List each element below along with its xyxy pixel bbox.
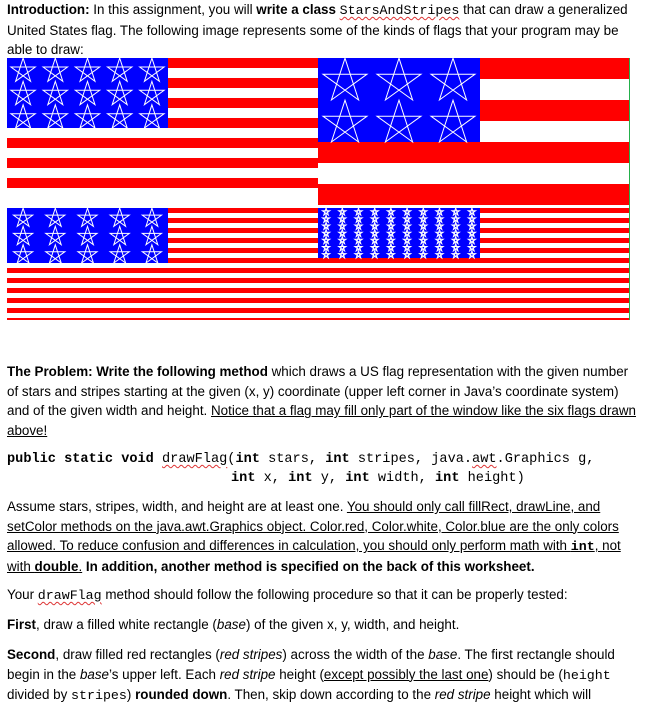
sig-paren: ( [227, 452, 236, 467]
second-text-10: height which will [490, 687, 592, 703]
assume-text-5: In addition, another method is specified on the back of this worksheet. [82, 558, 535, 574]
sig-width: width, [369, 471, 435, 486]
second-height: height [562, 667, 611, 683]
red-stripe [7, 318, 318, 320]
first-label: First [7, 617, 37, 632]
procedure-text-2: method should follow the following procedure so that it can be properly tested: [101, 587, 568, 602]
red-stripe [7, 138, 318, 148]
second-text-7: divided by [7, 687, 72, 703]
second-except: except possibly the last one [323, 666, 489, 682]
red-stripe [318, 268, 630, 273]
sig-method-name: drawFlag [162, 452, 228, 467]
problem-text-1: Write the following method [92, 364, 268, 379]
first-text-1: , draw a filled white rectangle ( [36, 617, 217, 632]
sig-awt: awt [472, 452, 497, 467]
kw-int: int [435, 471, 460, 486]
second-base-2: base [79, 666, 110, 682]
red-stripe [7, 278, 318, 283]
second-text-2: ) across the width of the [282, 647, 429, 662]
sig-height: height) [459, 471, 525, 486]
red-stripe [318, 308, 630, 313]
red-stripe [7, 158, 318, 168]
first-base: base [216, 617, 246, 632]
kw-int: int [325, 452, 350, 467]
intro-text-3: that can draw a generalized United States flag. The following image represents some of the kinds of flags that your program may be able to draw: [7, 2, 628, 58]
assume-double: double [34, 558, 79, 574]
procedure-paragraph [7, 585, 637, 606]
second-text-9: . Then, skip down according to the [227, 687, 435, 703]
red-stripe [7, 288, 318, 293]
red-stripe [7, 268, 318, 273]
assume-text-3: , not with [7, 538, 621, 574]
kw-int: int [235, 452, 260, 467]
second-text-5: height ( [275, 666, 324, 682]
second-text-4: ’s upper left. Each [109, 666, 220, 682]
class-name: StarsAndStripes [339, 3, 460, 18]
second-text-1: , draw filled red rectangles ( [55, 647, 220, 662]
second-rounded: rounded down [135, 687, 228, 703]
red-stripe [7, 308, 318, 313]
red-stripe [318, 142, 630, 163]
method-signature [7, 450, 647, 488]
second-text-8: ) [126, 687, 136, 703]
intro-label: Introduction: [7, 2, 90, 17]
sig-y: y, [312, 471, 346, 486]
sig-x: x, [255, 471, 289, 486]
procedure-text-1: Your [7, 587, 38, 602]
red-stripe [318, 184, 630, 205]
problem-text-2: which draws a US flag representation with the given number of stars and stripes starting at the given (x, y) coordinate (upper left corner in Java’s coordinate system) and of the given width and height. [7, 364, 629, 419]
assume-text-1: Assume stars, stripes, width, and height are at least one. [7, 499, 347, 514]
assume-text-2: You should only call fillRect, drawLine, and setColor methods on the java.awt.Graphics object. Color.red, Color.white, Color.blue are the only colors allowed. To reduce confusion and differences in calculation, you should only perform math with [7, 499, 619, 554]
first-text-2: ) of the given x, y, width, and height. [245, 617, 460, 632]
procedure-method-name: drawFlag [37, 588, 102, 603]
second-text-3: . The first rectangle should begin in the [7, 647, 615, 682]
red-stripe [7, 298, 318, 303]
assume-paragraph [7, 497, 637, 576]
intro-paragraph [7, 0, 637, 60]
red-stripe [318, 258, 630, 263]
problem-paragraph [7, 362, 637, 440]
figure-right-border [629, 58, 630, 320]
sig-stars: stars, [259, 452, 326, 467]
intro-text-1: In this assignment, you will [89, 2, 257, 17]
problem-label: The Problem: [7, 364, 93, 379]
kw-int: int [288, 471, 313, 486]
assume-int: int [570, 539, 595, 555]
second-text-6: ) should be ( [488, 666, 563, 682]
red-stripe [318, 318, 630, 320]
intro-text-2: write a class [256, 2, 340, 17]
second-base: base [428, 647, 458, 662]
red-stripe [318, 288, 630, 293]
second-label: Second [7, 647, 56, 662]
kw-int: int [231, 471, 256, 486]
kw-public-static-void: public static void [7, 452, 162, 467]
problem-notice: Notice that a flag may fill only part of the window like the six flags drawn above! [7, 403, 636, 438]
red-stripe [318, 298, 630, 303]
sig-graphics: .Graphics g, [496, 452, 595, 467]
signature-line-1 [7, 450, 647, 469]
flags-figure [7, 58, 630, 320]
second-stripes: stripes [71, 688, 127, 704]
first-step-paragraph [7, 615, 637, 635]
signature-line-2 [7, 469, 647, 488]
assume-text-4: . [78, 558, 83, 574]
second-red-stripe: red stripe [219, 666, 276, 682]
kw-int: int [345, 471, 370, 486]
sig-stripes: stripes, java. [349, 452, 473, 467]
second-step-paragraph [7, 645, 637, 706]
red-stripe [318, 278, 630, 283]
red-stripe [7, 178, 318, 188]
second-red-stripes: red stripes [219, 647, 283, 662]
second-red-stripe-2: red stripe [434, 687, 491, 703]
